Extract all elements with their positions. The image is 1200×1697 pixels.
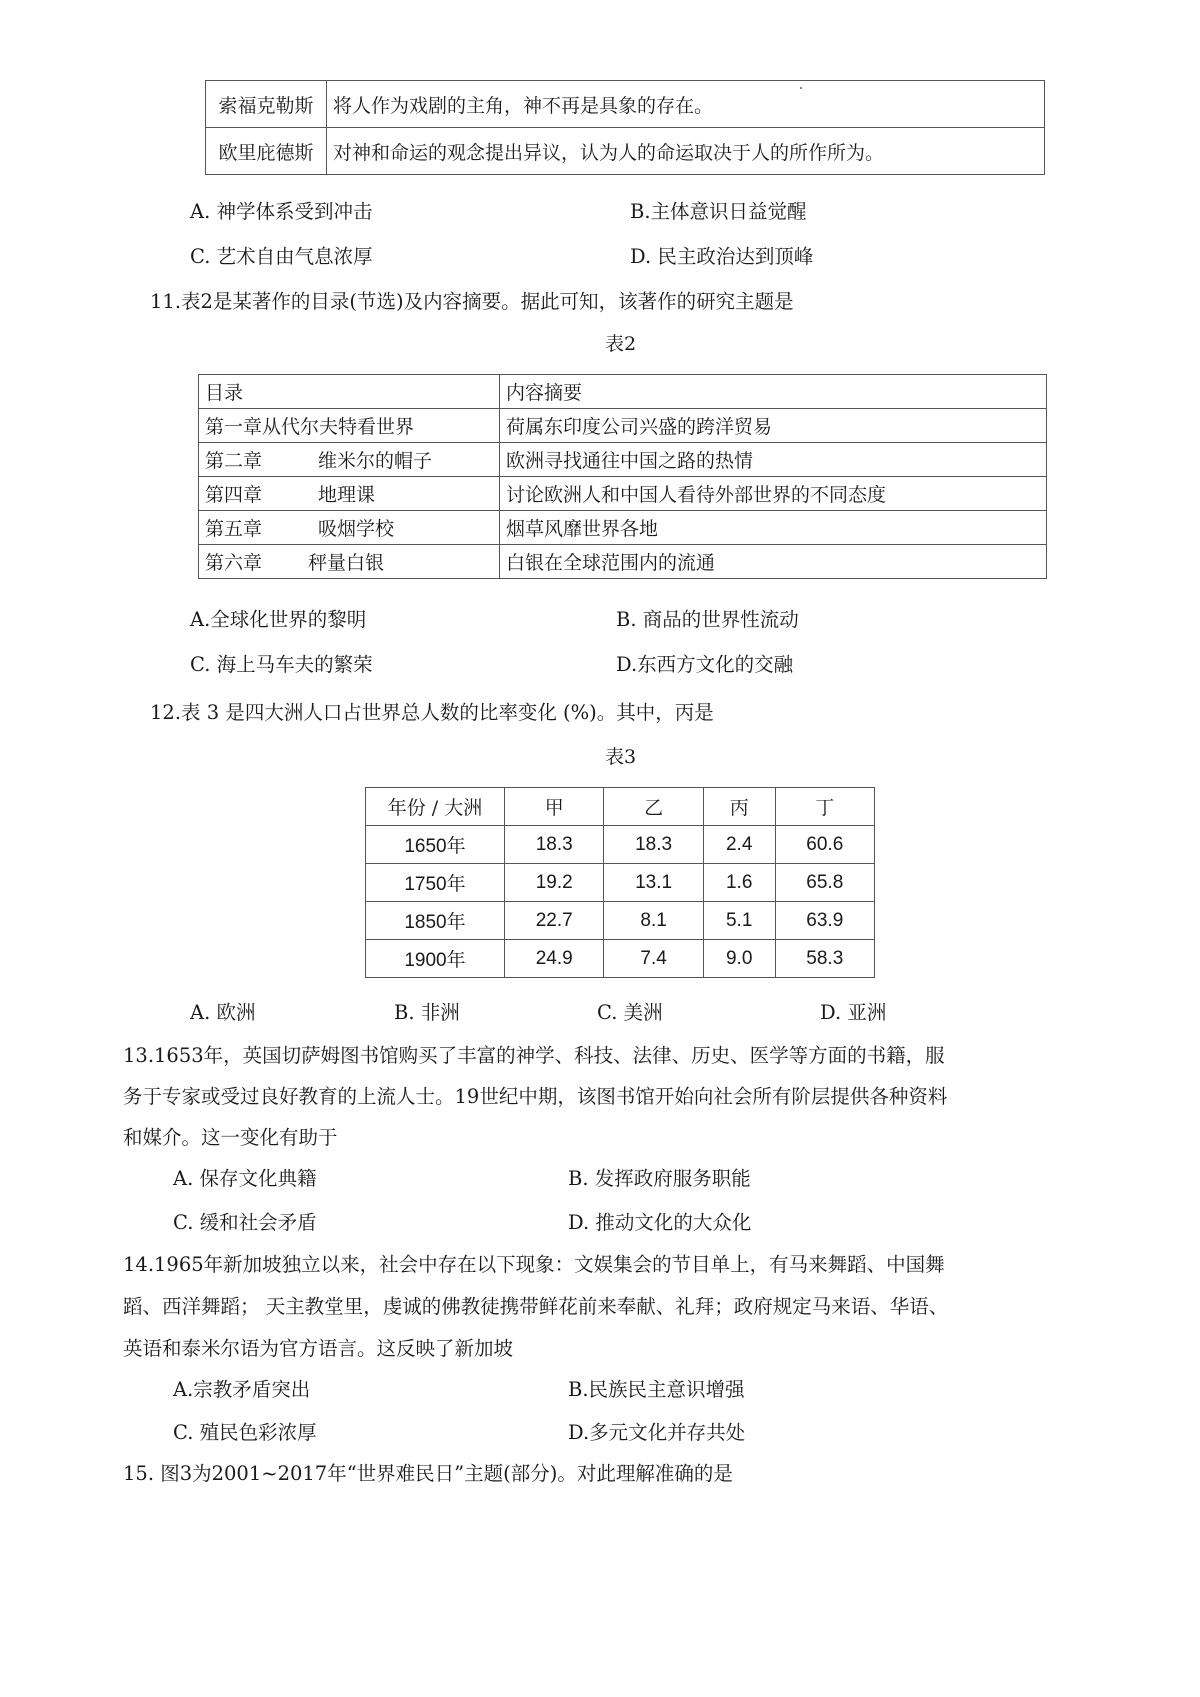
chapter-number: 第六章 xyxy=(205,552,263,574)
table-row xyxy=(199,443,1047,477)
q10-option-b: B.主体意识日益觉醒 xyxy=(630,200,807,223)
dramatist-table xyxy=(205,80,1045,175)
table-cell: 欧里庇德斯 xyxy=(206,128,327,175)
chapter-number: 第五章 xyxy=(205,518,263,540)
table-row xyxy=(366,940,875,978)
table-cell: 索福克勒斯 xyxy=(206,81,327,128)
chapter-title: 维米尔的帽子 xyxy=(318,450,433,472)
value-cell: 58.3 xyxy=(775,940,874,978)
value-cell: 63.9 xyxy=(775,902,874,940)
q10-option-d: D. 民主政治达到顶峰 xyxy=(630,245,814,268)
q13-option-c: C. 缓和社会矛盾 xyxy=(173,1211,317,1234)
chapter-number: 第四章 xyxy=(205,484,263,506)
value-cell: 8.1 xyxy=(604,902,703,940)
table-row xyxy=(206,81,1045,128)
q15-stem: 15. 图3为2001~2017年“世界难民日”主题(部分)。对此理解准确的是 xyxy=(123,1462,733,1485)
table-cell: 将人作为戏剧的主角，神不再是具象的存在。 xyxy=(327,81,1045,128)
q11-stem: 11.表2是某著作的目录(节选)及内容摘要。据此可知，该著作的研究主题是 xyxy=(150,290,794,313)
value-cell: 18.3 xyxy=(505,826,604,864)
year-cell: 1650年 xyxy=(366,826,505,864)
table-header-row xyxy=(199,375,1047,409)
chapter-cell xyxy=(199,443,500,477)
q14-stem-line-1: 14.1965年新加坡独立以来，社会中存在以下现象：文娱集会的节目单上，有马来舞蹈、中国舞 xyxy=(123,1253,945,1276)
table-row xyxy=(199,511,1047,545)
table-header-row xyxy=(366,788,875,826)
table2-caption: 表2 xyxy=(605,333,637,355)
q14-stem-line-3: 英语和泰米尔语为官方语言。这反映了新加坡 xyxy=(123,1337,514,1360)
q13-stem-line-1: 13.1653年，英国切萨姆图书馆购买了丰富的神学、科技、法律、历史、医学等方面的书籍，服 xyxy=(123,1044,945,1067)
summary-cell: 欧洲寻找通往中国之路的热情 xyxy=(500,443,1047,477)
q12-option-d: D. 亚洲 xyxy=(820,1001,887,1024)
q13-option-d: D. 推动文化的大众化 xyxy=(568,1211,752,1234)
q11-option-c: C. 海上马车夫的繁荣 xyxy=(190,653,373,676)
value-cell: 24.9 xyxy=(505,940,604,978)
q14-option-d: D.多元文化并存共处 xyxy=(568,1421,746,1444)
summary-cell: 讨论欧洲人和中国人看待外部世界的不同态度 xyxy=(500,477,1047,511)
value-cell: 2.4 xyxy=(703,826,775,864)
q13-stem-line-3: 和媒介。这一变化有助于 xyxy=(123,1126,338,1149)
header-cell: 目录 xyxy=(199,375,500,409)
chapter-number: 第二章 xyxy=(205,450,263,472)
summary-cell: 烟草风靡世界各地 xyxy=(500,511,1047,545)
chapter-title: 地理课 xyxy=(318,484,376,506)
q10-option-a: A. 神学体系受到冲击 xyxy=(190,200,373,223)
value-cell: 7.4 xyxy=(604,940,703,978)
table-row xyxy=(199,409,1047,443)
year-cell: 1850年 xyxy=(366,902,505,940)
year-cell: 1750年 xyxy=(366,864,505,902)
header-cell: 丁 xyxy=(775,788,874,826)
value-cell: 18.3 xyxy=(604,826,703,864)
table3-caption: 表3 xyxy=(605,746,637,768)
chapter-title: 吸烟学校 xyxy=(318,518,395,540)
q14-option-c: C. 殖民色彩浓厚 xyxy=(173,1421,317,1444)
chapter-title: 秤量白银 xyxy=(308,552,385,574)
header-cell: 甲 xyxy=(505,788,604,826)
q12-option-c: C. 美洲 xyxy=(597,1001,663,1024)
header-cell: 丙 xyxy=(703,788,775,826)
q11-option-d: D.东西方文化的交融 xyxy=(616,653,794,676)
q12-option-b: B. 非洲 xyxy=(394,1001,460,1024)
chapter-cell xyxy=(199,545,500,579)
table-cell: 对神和命运的观念提出异议，认为人的命运取决于人的所作所为。 xyxy=(327,128,1045,175)
header-cell: 内容摘要 xyxy=(500,375,1047,409)
table-row xyxy=(366,826,875,864)
q14-stem-line-2: 蹈、西洋舞蹈； 天主教堂里，虔诚的佛教徒携带鲜花前来奉献、礼拜；政府规定马来语、华语、 xyxy=(123,1295,949,1318)
q10-option-c: C. 艺术自由气息浓厚 xyxy=(190,245,373,268)
table-row xyxy=(366,864,875,902)
summary-cell: 白银在全球范围内的流通 xyxy=(500,545,1047,579)
q12-option-a: A. 欧洲 xyxy=(190,1001,256,1024)
table-row xyxy=(206,128,1045,175)
q14-option-b: B.民族民主意识增强 xyxy=(568,1378,745,1401)
q11-option-a: A.全球化世界的黎明 xyxy=(190,608,367,631)
value-cell: 65.8 xyxy=(775,864,874,902)
header-cell: 年份 / 大洲 xyxy=(366,788,505,826)
q11-option-b: B. 商品的世界性流动 xyxy=(616,608,799,631)
value-cell: 9.0 xyxy=(703,940,775,978)
chapter-number: 第一章从代尔夫特看世界 xyxy=(205,416,415,438)
value-cell: 60.6 xyxy=(775,826,874,864)
chapter-cell xyxy=(199,477,500,511)
header-cell: 乙 xyxy=(604,788,703,826)
table-row xyxy=(199,545,1047,579)
summary-cell: 荷属东印度公司兴盛的跨洋贸易 xyxy=(500,409,1047,443)
value-cell: 5.1 xyxy=(703,902,775,940)
book-contents-table xyxy=(198,374,1047,579)
year-cell: 1900年 xyxy=(366,940,505,978)
q14-option-a: A.宗教矛盾突出 xyxy=(173,1378,311,1401)
chapter-cell xyxy=(199,511,500,545)
q13-option-a: A. 保存文化典籍 xyxy=(173,1167,317,1190)
q13-stem-line-2: 务于专家或受过良好教育的上流人士。19世纪中期，该图书馆开始向社会所有阶层提供各种资料 xyxy=(123,1085,948,1108)
value-cell: 22.7 xyxy=(505,902,604,940)
value-cell: 13.1 xyxy=(604,864,703,902)
q12-stem: 12.表 3 是四大洲人口占世界总人数的比率变化 (%)。其中，丙是 xyxy=(150,701,714,724)
value-cell: 1.6 xyxy=(703,864,775,902)
q13-option-b: B. 发挥政府服务职能 xyxy=(568,1167,751,1190)
table-row xyxy=(366,902,875,940)
value-cell: 19.2 xyxy=(505,864,604,902)
table-row xyxy=(199,477,1047,511)
population-table xyxy=(365,787,875,978)
chapter-cell xyxy=(199,409,500,443)
